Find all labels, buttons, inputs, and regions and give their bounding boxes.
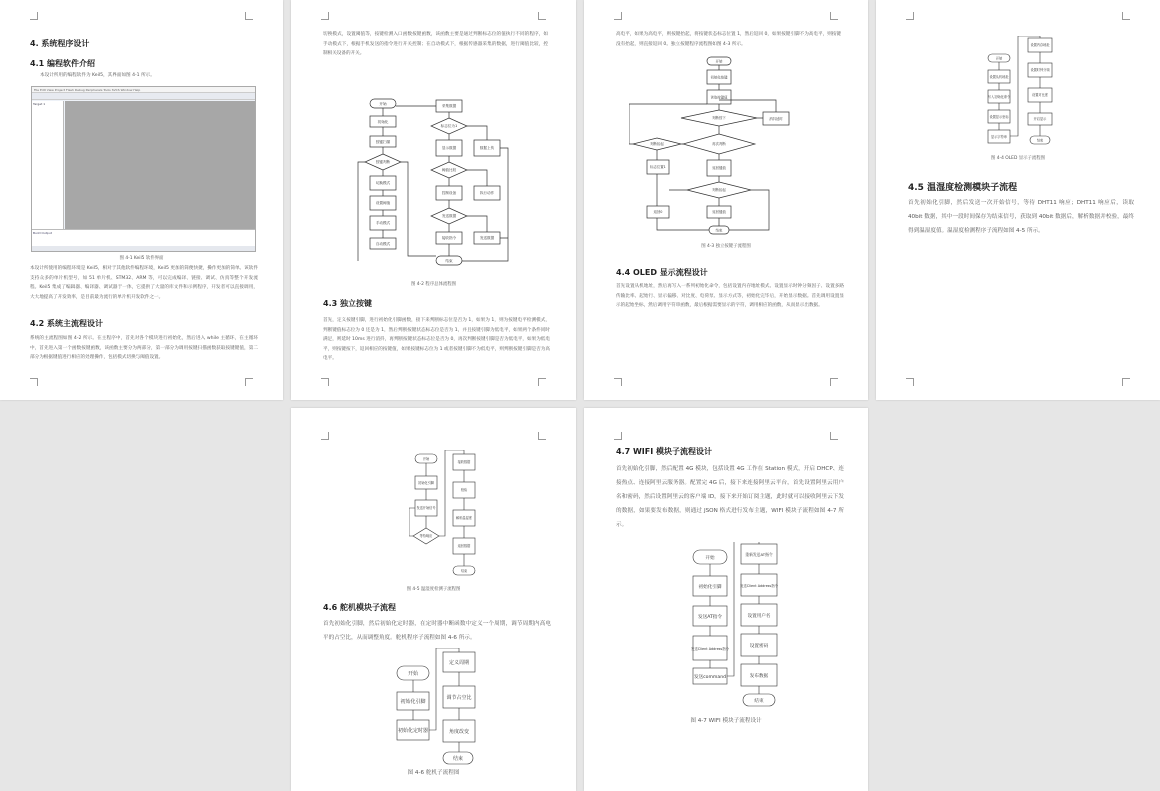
- paragraph-4-3: 首先，定义按键引脚，进行初始化引脚函数，接下来判断标志位是否为 1，如果为 1，则为按键电平检测模式，判断键值标志位为 0 还是为 1，然后判断按键状态标志位是否为 1，并且按键引脚为低电平，如果两个条件同时满足，则延时 10ms 进行消抖，再判断按键状态标志位是否为 0，再次判断按键引脚是否为低电平，如果为低电平，则按键按下，返回相应的按键值，如果按键标志位为 1 或者按键引脚不为低电平，则判断按键引脚是否为高电平。: [323, 318, 550, 362]
- page-6[interactable]: [584, 408, 868, 791]
- fc-text-end: 结束: [452, 756, 464, 762]
- fc-text-r1: 重新发送AT指令: [745, 552, 773, 557]
- wifi-flowchart: [689, 542, 809, 714]
- heading-4: 4. 系统程序设计: [30, 39, 90, 48]
- fc-text-r2: 设置时钟分频: [1030, 68, 1050, 72]
- fc-text-n15b: 发送数据: [479, 236, 495, 240]
- fc-text-end: 结束: [460, 569, 468, 573]
- fc-text-n4: 消抖延时: [769, 117, 783, 121]
- fc-text-start: 开始: [407, 671, 419, 677]
- fc-text-n3: 等待响应: [419, 534, 433, 538]
- fc-text-r4: 开启显示: [1033, 117, 1047, 121]
- figure-4-6-caption: 图 4-6 舵机子流程图: [407, 770, 460, 776]
- fc-text-n8: 自动模式: [375, 242, 391, 246]
- fc-text-end: 结束: [715, 228, 723, 233]
- fc-text-start: 开始: [422, 457, 430, 461]
- fc-text-r3: 角度改变: [448, 729, 470, 735]
- keil5-screenshot: [31, 86, 256, 252]
- fc-text-start: 开始: [715, 59, 723, 64]
- fc-text-n16: 接收指令: [441, 236, 457, 240]
- paragraph-top: 高电平，如果为高电平，则按键抬起，将按键状态标志位置 1，然后返回 0，如果按键引脚不为高电平，则按键没有抬起，则直接返回 0。独立按键程序流程图如图 4-3 所示。: [616, 32, 841, 47]
- fc-text-r1: 接收数据: [457, 460, 471, 464]
- ide-toolbar: [32, 93, 255, 100]
- paragraph-4-4: 首先设置从机地址，然后再写入一系列初始化命令，包括设置内存地址模式、设置显示时钟分频因子、设置多路传输比率、起始行、显示偏移、对比度、电荷泵、显示方式等，初始化完毕后，开始显示数据。首先调用设置显示的起始坐标，然后调用字符串函数，最后根据需要显示的字符，调用相应的函数，从而显示出数据。: [616, 284, 844, 309]
- ide-project-label: Target 1: [33, 102, 46, 106]
- fc-text-n2: 写入初始化命令: [987, 95, 1011, 99]
- fc-text-n2: 读取按键值: [710, 95, 728, 100]
- fc-text-end: 结束: [754, 699, 764, 704]
- figure-4-4-caption: 图 4-4 OLED 显示子流程图: [990, 156, 1046, 161]
- page-2[interactable]: [291, 0, 576, 400]
- fc-text-n4: 标志位为1: [440, 124, 458, 128]
- main-flowchart: [346, 96, 531, 274]
- ide-output-panel: [32, 229, 255, 246]
- fc-text-r3: 解析温湿度: [456, 516, 472, 520]
- ide-menu-bar: File Edit View Project Flash Debug Peripherals Tools SVCS Window Help: [32, 87, 255, 93]
- paragraph-4-2: 系统的主流程图如图 4-2 所示。在主程序中，首先对各个模块进行初始化，然后进入 while 主循环，在主循环中，首先进入第一个函数按键函数，该函数主要分为两部分，第一部分为调用按键扫描函数获取按键键值，第二部分为根据键值进行相应的处理操作，包括模式切换与阈值设置。: [30, 336, 258, 361]
- ide-output-label: Build Output: [33, 231, 52, 235]
- fc-text-n8: 标志位置1: [650, 165, 666, 169]
- page-3[interactable]: [584, 0, 868, 400]
- fc-text-end: 结束: [445, 259, 453, 263]
- fc-text-n9: 采集数据: [441, 104, 457, 108]
- paragraph-4-5: 首先初始化引脚，然后发送一次开始信号，等待 DHT11 响应；DHT11 响应后，读取 40bit 数据，其中一段时间保存为结束信号，获取到 40bit 数据后，解析数据并校验，最终得到温湿度值。温湿度检测程序子流程如图 4-5 所示。: [908, 200, 1134, 234]
- dht11-flowchart: [409, 450, 483, 582]
- fc-text-r3: 设置用户名: [747, 614, 771, 619]
- fc-text-n13: 控制设备: [441, 191, 457, 195]
- oled-flowchart: [982, 36, 1066, 152]
- fc-text-n7: 判断抬起: [650, 142, 664, 146]
- fc-text-n4: 显示字符串: [991, 135, 1007, 139]
- heading-4-5: 4.5 温湿度检测模块子流程: [908, 183, 1018, 193]
- fc-text-n7b: 判断抬起: [712, 188, 726, 192]
- heading-4-3: 4.3 独立按键: [323, 299, 372, 308]
- ide-project-panel: [32, 101, 64, 229]
- fc-text-n1: 初始化按键: [710, 75, 728, 80]
- heading-4-6: 4.6 舵机模块子流程: [323, 603, 396, 612]
- servo-flowchart: [391, 648, 481, 768]
- fc-text-r1: 定义周期: [448, 660, 470, 666]
- fc-text-n7: 手动模式: [375, 221, 391, 225]
- heading-4-2: 4.2 系统主流程设计: [30, 319, 103, 328]
- fc-text-start: 开始: [995, 56, 1003, 61]
- fc-text-n10: 显示数据: [441, 146, 457, 150]
- fc-text-n3: 设置显示坐标: [989, 115, 1009, 119]
- heading-4-1: 4.1 编程软件介绍: [30, 59, 95, 68]
- fc-text-n9: 返回0: [653, 210, 663, 214]
- fc-text-n2: 发送开始信号: [416, 506, 436, 510]
- fc-text-r1: 设置内存地址: [1030, 43, 1050, 47]
- fc-text-n4: 发送command: [693, 675, 727, 680]
- fc-text-n1: 初始化引脚: [698, 585, 722, 590]
- fc-text-n6b: 返回键值: [712, 210, 726, 214]
- fc-text-n3: 按键判断: [375, 160, 391, 164]
- page-4[interactable]: [876, 0, 1160, 400]
- fc-text-n3: 发送Client Address指令: [691, 647, 729, 651]
- fc-text-n5: 切换模式: [375, 181, 391, 185]
- ide-status-bar: [32, 246, 255, 251]
- heading-4-4: 4.4 OLED 显示流程设计: [616, 268, 708, 277]
- fc-text-n1: 初始化: [377, 120, 389, 124]
- fc-text-n1: 设置从机地址: [989, 75, 1009, 79]
- fc-text-n11: 数据上传: [479, 146, 495, 150]
- fc-text-n1: 初始化引脚: [418, 481, 434, 485]
- fc-text-n2: 按键扫描: [375, 140, 391, 144]
- fc-text-r3: 设置对比度: [1032, 93, 1048, 97]
- fc-text-n12: 阈值比较: [441, 168, 457, 172]
- paragraph-top: 切换模式，设置阈值等，按键检测入口函数按键函数，该函数主要是通过判断标志位的值执行不同的程序，如手动模式下，根据手机发送的指令进行开关控制；在自动模式下，根据传感器采集的数据，进行阈值比较，控制相关设备的开关。: [323, 32, 548, 57]
- page-5[interactable]: [291, 408, 576, 791]
- figure-4-1-caption: 图 4-1 Keil5 软件界面: [119, 256, 164, 261]
- fc-text-r2: 调节占空比: [446, 695, 472, 701]
- fc-text-r5: 发布数据: [749, 674, 769, 679]
- fc-text-n6: 设置阈值: [375, 201, 391, 205]
- fc-text-n5: 再次判断: [712, 142, 726, 146]
- heading-4-7: 4.7 WIFI 模块子流程设计: [616, 447, 712, 456]
- figure-4-7-caption: 图 4-7 WIFI 模块子流程设计: [690, 718, 762, 724]
- fc-text-n14: 执行动作: [479, 191, 495, 195]
- paragraph-keil5: 本设计所使用的编程环境是 Keil5，相对于其他软件编程环境，Keil5 更加的简便快捷，操作更加的简单。该软件支持众多的单片机型号，如 51 单片机、STM32、ARM 等，可以完成编译、链接、调试、仿真等整个开发流程。Keil5 集成了编辑器、编译器、调试器于一体，它提供了大量的库文件和示例程序，开发者可以直接调用，大大地提高了开发效率，是目前最为流行的单片机开发软件之一。: [30, 266, 258, 300]
- fc-text-n2: 初始化定时器: [397, 728, 429, 734]
- fc-text-n3: 判断按下: [712, 116, 726, 120]
- fc-text-n15: 发送数据: [441, 214, 457, 218]
- fc-text-r2: 发送Client Address指令: [740, 584, 778, 588]
- fc-text-end: 结束: [1036, 138, 1044, 143]
- ide-editor-area: [65, 101, 255, 229]
- fc-text-r4: 返回数据: [457, 544, 471, 548]
- fc-text-n2: 发送AT指令: [698, 615, 722, 620]
- button-flowchart: [629, 54, 804, 240]
- paragraph-4-6: 首先初始化引脚，然后初始化定时器，在定时器中断函数中定义一个周期，调节周期内高电平的占空比，从而调整角度。舵机程序子流程如图 4-6 所示。: [323, 621, 551, 641]
- figure-4-2-caption: 图 4-2 程序总体流程图: [410, 282, 457, 287]
- paragraph-4-1: 本设计所用的编程软件为 Keil5，其界面如图 4-1 所示。: [40, 73, 155, 78]
- fc-text-start: 开始: [705, 556, 715, 561]
- page-1[interactable]: [0, 0, 283, 400]
- fc-text-r4: 设置密码: [749, 644, 769, 649]
- figure-4-5-caption: 图 4-5 温湿度检测子流程图: [406, 587, 461, 592]
- fc-text-r2: 校验: [460, 488, 468, 492]
- paragraph-4-7: 首先初始化引脚，然后配置 4G 模块，包括设置 4G 工作在 Station 模式，开启 DHCP、连接热点、连接阿里云服务器。配置完 4G 后，接下来连接阿里云平台，首先设置阿里云用户名和密码，然后设置阿里云的客户端 ID，接下来开始订阅主题，此时就可以接收阿里云下发的数据，如果要发布数据，则通过 JSON 格式进行发布主题，WIFI 模块子流程如图 4-7 所示。: [616, 466, 844, 528]
- figure-4-3-caption: 图 4-3 独立按键子流程图: [701, 244, 751, 249]
- fc-text-n1: 初始化引脚: [400, 699, 426, 705]
- fc-text-n6: 返回键值: [712, 166, 726, 170]
- fc-text-start: 开始: [379, 102, 387, 106]
